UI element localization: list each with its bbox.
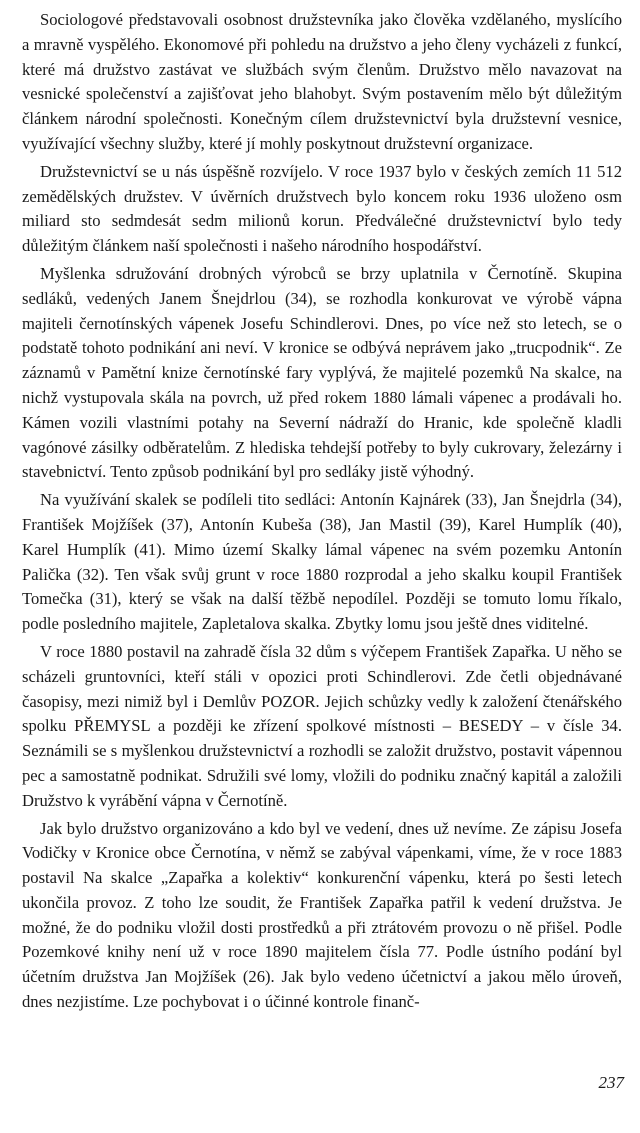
paragraph-2: Družstevnictví se u nás úspěšně rozvíjelo. V roce 1937 bylo v českých zemích 11 512 zemědělských družstev. V úvěrních družstvech bylo koncem roku 1936 uloženo osm miliard sto sedmdesát sedm milionů korun. Předválečné družstevnictví bylo tedy důležitým článkem naší společnosti i našeho národního hospodářství. xyxy=(22,161,622,256)
paragraph-5: V roce 1880 postavil na zahradě čísla 32 dům s výčepem František Zapařka. U něho se scházeli gruntovníci, kteří stáli v opozici proti Schindlerovi. Zde četli objednávané časopisy, mezi nimiž byl i Demlův POZOR. Jejich schůzky vedly k založení čtenářského spolku PŘEMYSL a později ke zřízení spolkové místnosti – BESEDY – v čísle 34. Seznámili se s myšlenkou družstevnictví a rozhodli se založit družstvo, postavit vápennou pec a samostatně podnikat. Sdružili své lomy, vložili do podniku značný kapitál a založili Družstvo k vyrábění vápna v Černotíně. xyxy=(22,641,622,810)
paragraph-3: Myšlenka sdružování drobných výrobců se brzy uplatnila v Černotíně. Skupina sedláků, vedených Janem Šnejdrlou (34), se rozhodla konkurovat ve výrobě vápna majiteli černotínských vápenek Josefu Schindlerovi. Dnes, po více než sto letech, se o podstatě tohoto podnikání ani neví. V kronice se odbývá neprávem jako „trucpodnik“. Ze záznamů v Pamětní knize černotínské fary vyplývá, že majitelé pozemků Na skalce, na nichž vystupovala skála na povrch, už před rokem 1880 lámali vápenec a prodávali ho. Kámen vozili vlastními potahy na Severní nádraží do Hranic, kde společně kladli vagónové zásilky odběratelům. Z hlediska tehdejší potřeby to byly cukrovary, železárny i stavebnictví. Tento způsob podnikání byl pro sedláky jistě výhodný. xyxy=(22,263,622,482)
page-number: 237 xyxy=(598,1073,624,1092)
paragraph-6: Jak bylo družstvo organizováno a kdo byl ve vedení, dnes už nevíme. Ze zápisu Josefa Vodičky v Kronice obce Černotína, v němž se zabýval vápenkami, víme, že v roce 1883 postavil Na skalce „Zapařka a kolektiv“ konkurenční vápenku, která po šesti letech ukončila provoz. Z toho lze soudit, že František Zapařka patřil k vedení družstva. Je možné, že do podniku vložil dosti prostředků a při ztrátovém provozu o ně přišel. Podle Pozemkové knihy není už v roce 1890 majitelem čísla 77. Podle ústního podání byl účetním družstva Jan Mojžíšek (26). Jak bylo vedeno účetnictví a jakou mělo úroveň, dnes nezjistíme. Lze pochybovat i o účinné kontrole finanč- xyxy=(22,818,622,1012)
page-body xyxy=(22,8,622,1018)
paragraph-4: Na využívání skalek se podíleli tito sedláci: Antonín Kajnárek (33), Jan Šnejdrla (34), František Mojžíšek (37), Antonín Kubeša (38), Jan Mastil (39), Karel Humplík (40), Karel Humplík (41). Mimo území Skalky lámal vápenec na svém pozemku Antonín Palička (32). Ten však svůj grunt v roce 1880 rozprodal a jeho skalku koupil František Tomečka (31), který se však na další těžbě nepodílel. Později se tomuto lomu říkalo, podle posledního majitele, Zapletalova skalka. Zbytky lomu jsou ještě dnes viditelné. xyxy=(22,490,622,634)
paragraph-1: Sociologové představovali osobnost družstevníka jako člověka vzdělaného, myslícího a mravně vyspělého. Ekonomové při pohledu na družstvo a jeho členy vycházeli z funkcí, které má družstvo zastávat ve službách svým členům. Družstvo mělo navazovat na vesnické společenství a zajišťovat jeho blahobyt. Svým postavením mělo být důležitým článkem národní společnosti. Konečným cílem družstevnictví byla družstevní vesnice, využívající všechny služby, které jí mohly poskytnout družstevní organizace. xyxy=(22,10,622,153)
